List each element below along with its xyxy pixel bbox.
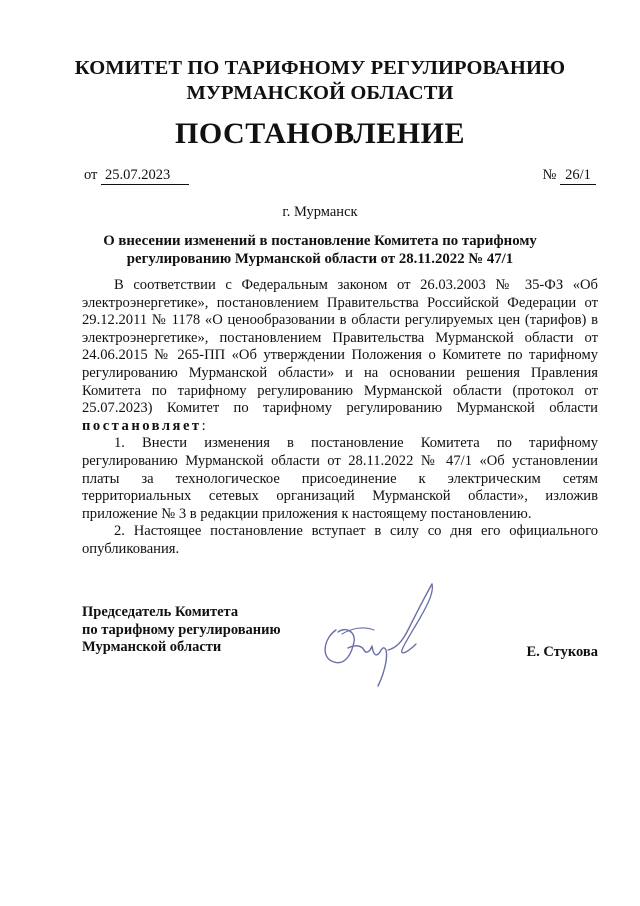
organization-name-line2: МУРМАНСКОЙ ОБЛАСТИ (186, 82, 454, 104)
organization-name-line1: КОМИТЕТ ПО ТАРИФНОМУ РЕГУЛИРОВАНИЮ (74, 57, 566, 79)
item-2-paragraph: 2. Настоящее постановление вступает в силу со дня его официального опубликования. (82, 523, 598, 557)
document-number (543, 166, 596, 185)
decree-tail: : (201, 417, 206, 434)
signer-title-line3: Мурманской области (82, 639, 222, 655)
signer-title-line1: Председатель Комитета (82, 604, 239, 620)
document-subject (90, 232, 550, 268)
decree-word: постановляет (82, 417, 202, 434)
signer-title (82, 604, 281, 657)
signer-name: Е. Стукова (526, 644, 598, 660)
handwritten-signature (312, 574, 452, 698)
city-line: г. Мурманск (282, 204, 358, 220)
organization-name (40, 56, 600, 106)
document-body (82, 277, 598, 559)
number-value: 26/1 (560, 166, 596, 185)
signer-title-line2: по тарифному регулированию (82, 621, 281, 638)
number-prefix: № (542, 167, 557, 183)
preamble-paragraph (82, 277, 598, 435)
document-type-title: ПОСТАНОВЛЕНИЕ (175, 117, 465, 150)
preamble-text: В соответствии с Федеральным законом от 26.03.2003 № 35-ФЗ «Об электроэнергетике», постановлением Правительства Российской Федерации от 29.12.2011 № 1178 «О ценообразовании в области регулируемых цен (тарифов) в электроэнергетике», постановлением Правительства Мурманской области от 24.06.2015 № 265-ПП «Об утверждении Положения о Комитете по тарифному регулированию Мурманской области» и на основании решения Правления Комитета по тарифному регулированию Мурманской области (протокол от 25.07.2023) Комитет по тарифному регулированию Мурманской области (82, 277, 598, 417)
subject-line2: регулированию Мурманской области от 28.11.2022 № 47/1 (126, 251, 514, 267)
document-date (84, 166, 189, 185)
date-prefix: от (84, 167, 98, 183)
subject-line1: О внесении изменений в постановление Комитета по тарифному (103, 233, 537, 249)
item-1-paragraph: 1. Внести изменения в постановление Комитета по тарифному регулированию Мурманской области от 28.11.2022 № 47/1 «Об установлении платы за технологическое присоединение к электрическим сетям территориальных сетевых организаций Мурманской области», изложив приложение № 3 в редакции приложения к настоящему постановлению. (82, 435, 598, 522)
date-value: 25.07.2023 (101, 166, 189, 185)
